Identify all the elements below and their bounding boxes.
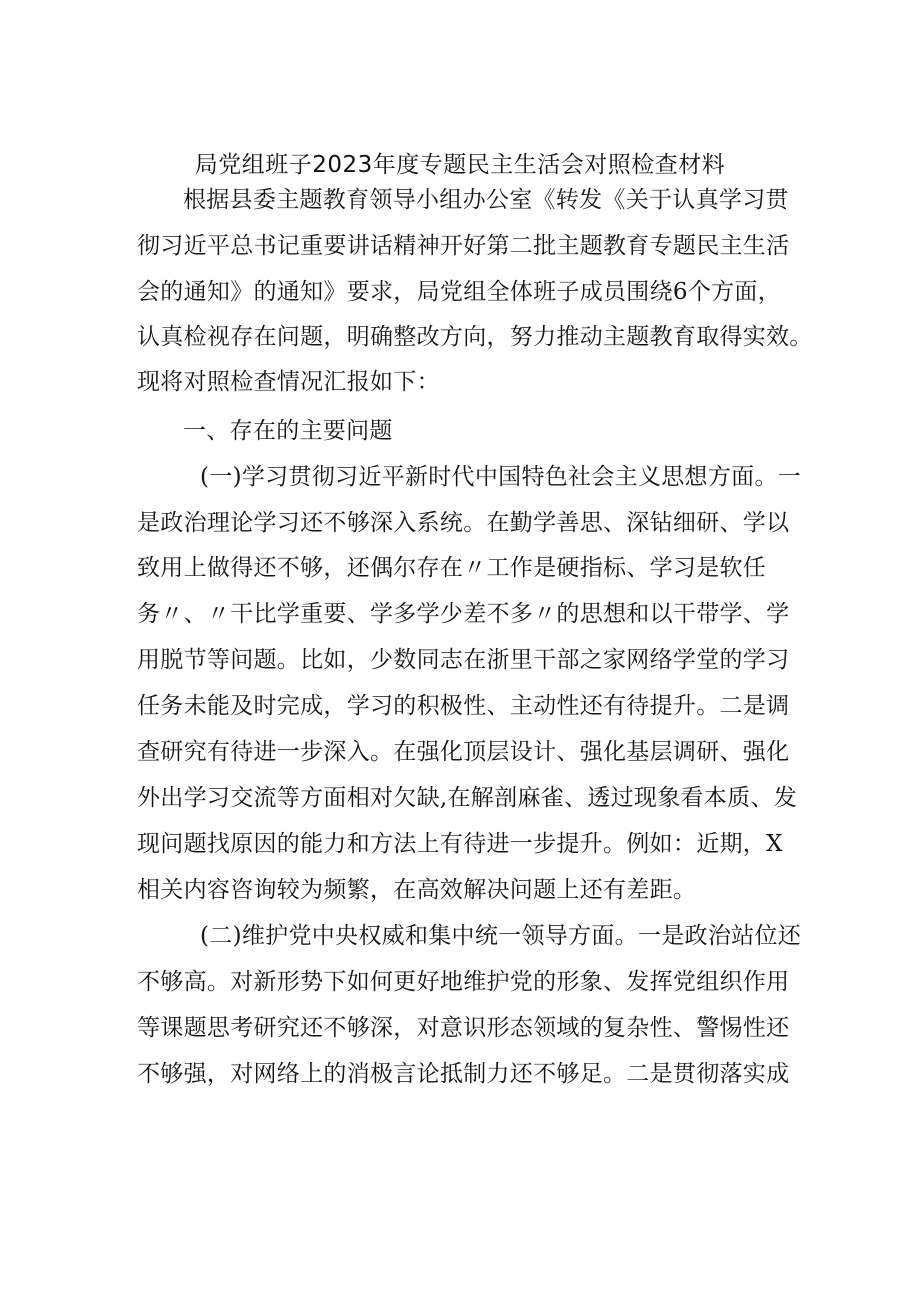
- paragraph-1-line-8: 外出学习交流等方面相对欠缺,在解剖麻雀、透过现象看本质、发: [137, 785, 798, 811]
- paragraph-1-line-4: 务〃、〃干比学重要、学多学少差不多〃的思想和以干带学、学: [137, 601, 790, 627]
- document-title: 局党组班子2023年度专题民主生活会对照检查材料: [194, 152, 726, 178]
- paragraph-2-line-4: 不够强，对网络上的消极言论抵制力还不够足。二是贯彻落实成: [137, 1061, 790, 1087]
- paragraph-intro-line-3: 会的通知》的通知》要求，局党组全体班子成员围绕6个方面，: [137, 279, 782, 305]
- paragraph-intro-line-1: 根据县委主题教育领导小组办公室《转发《关于认真学习贯: [183, 187, 789, 213]
- paragraph-1-line-5: 用脱节等问题。比如，少数同志在浙里干部之家网络学堂的学习: [137, 647, 790, 673]
- paragraph-1-line-3: 致用上做得还不够，还偶尔存在〃工作是硬指标、学习是软任: [137, 555, 767, 581]
- paragraph-1-line-6: 任务未能及时完成，学习的积极性、主动性还有待提升。二是调: [137, 693, 790, 719]
- paragraph-1-line-1: (一)学习贯彻习近平新时代中国特色社会主义思想方面。一: [200, 464, 802, 490]
- paragraph-intro-line-2: 彻习近平总书记重要讲话精神开好第二批主题教育专题民主生活: [137, 233, 790, 259]
- paragraph-2-line-2: 不够高。对新形势下如何更好地维护党的形象、发挥党组织作用: [137, 969, 790, 995]
- paragraph-1-line-10: 相关内容咨询较为频繁，在高效解决问题上还有差距。: [137, 877, 697, 903]
- paragraph-intro-line-4: 认真检视存在问题，明确整改方向，努力推动主题教育取得实效。: [137, 324, 813, 350]
- paragraph-1-line-9: 现问题找原因的能力和方法上有待进一步提升。例如：近期，X: [137, 831, 783, 857]
- paragraph-2-line-1: (二)维护党中央权威和集中统一领导方面。一是政治站位还: [200, 923, 802, 949]
- paragraph-intro-line-5: 现将对照检查情况汇报如下：: [137, 369, 440, 395]
- paragraph-1-line-7: 查研究有待进一步深入。在强化顶层设计、强化基层调研、强化: [137, 739, 790, 765]
- paragraph-1-line-2: 是政治理论学习还不够深入系统。在勤学善思、深钻细研、学以: [137, 510, 790, 536]
- section-heading: 一、存在的主要问题: [183, 418, 393, 444]
- paragraph-2-line-3: 等课题思考研究还不够深，对意识形态领域的复杂性、警惕性还: [137, 1015, 790, 1041]
